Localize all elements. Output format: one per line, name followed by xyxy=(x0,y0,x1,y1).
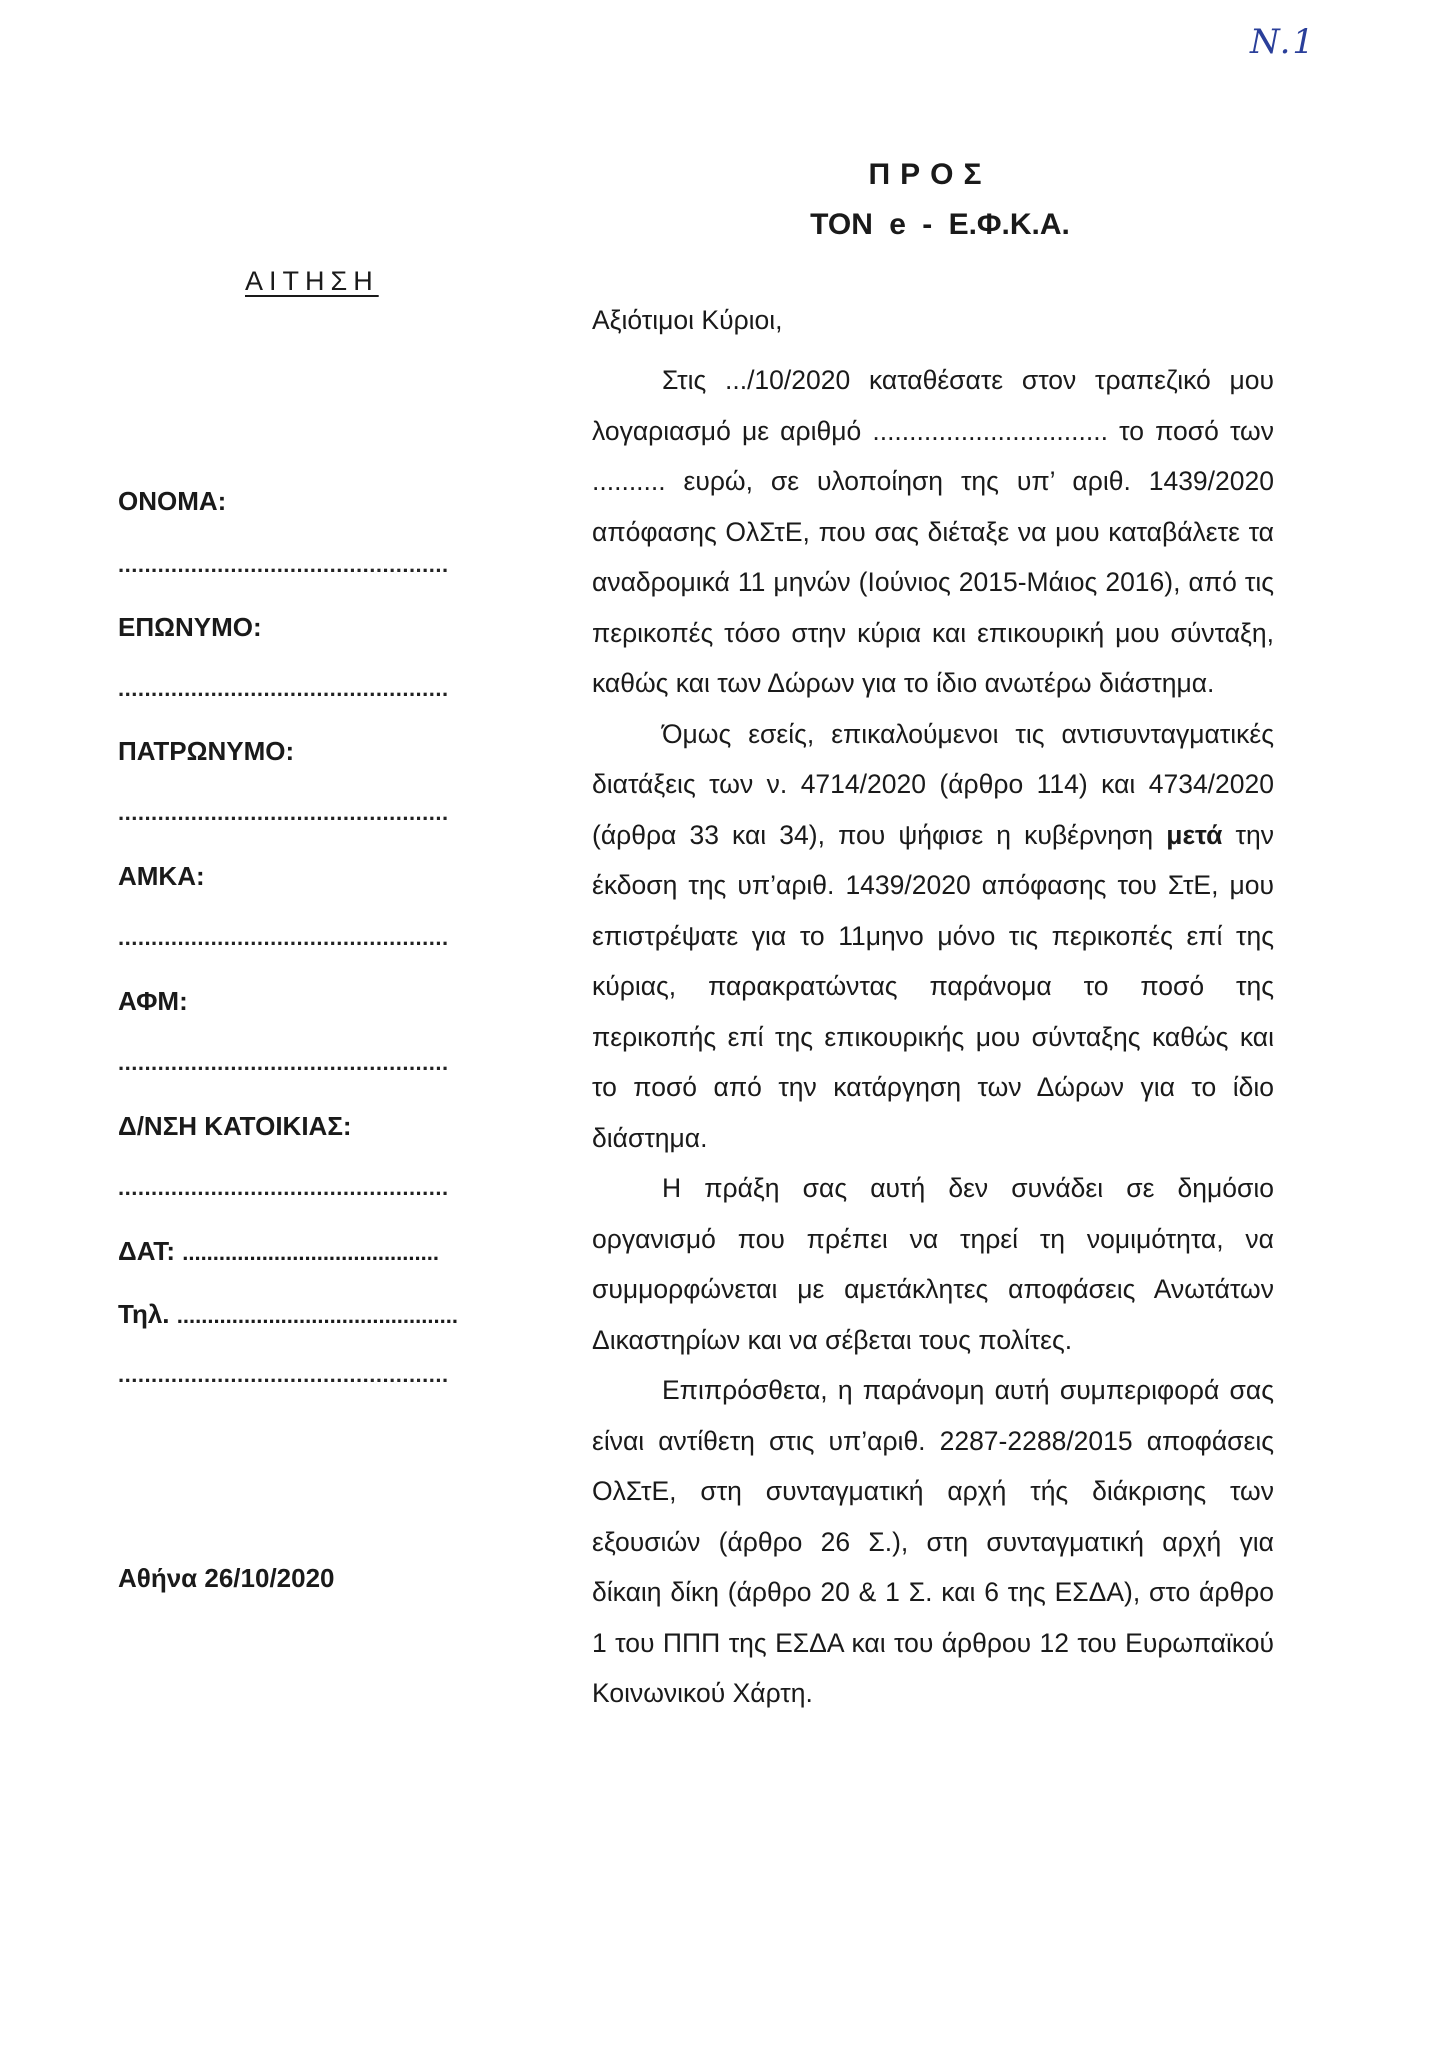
address-label: Δ/ΝΣΗ ΚΑΤΟΙΚΙΑΣ: xyxy=(118,1111,352,1141)
paragraph-1: Στις .../10/2020 καταθέσατε στον τραπεζικό μου λογαριασμό με αριθμό ................................ το ποσό των .......... ευρώ, σε υλοποίηση της υπ’ αριθ. 1439/2020 απόφασης ΟλΣτΕ, που σας διέταξε να μου καταβάλετε τα αναδρομικά 11 μηνών (Ιούνιος 2015-Μάιος 2016), από τις περικοπές τόσο στην κύρια και επικουρική μου σύνταξη, καθώς και των Δώρων για το ίδιο ανωτέρω διάστημα. xyxy=(592,365,1274,698)
tel-label: Τηλ. xyxy=(118,1299,170,1329)
surname-dots: .................................................. xyxy=(118,676,449,701)
header-pros: ΠΡΟΣ xyxy=(868,158,992,191)
afm-dots: .................................................. xyxy=(118,1050,449,1075)
amka-label: ΑΜΚΑ: xyxy=(118,861,205,891)
dat-dots: .......................................... xyxy=(182,1240,439,1265)
name-dots: .................................................. xyxy=(118,552,449,577)
document-title: ΑΙΤΗΣΗ xyxy=(245,266,379,296)
tel-dots: .............................................. xyxy=(176,1303,458,1328)
header-recipient: ΤΟΝ e - Ε.Φ.Κ.Α. xyxy=(810,208,1070,241)
father-name-label: ΠΑΤΡΩΝΥΜΟ: xyxy=(118,736,295,766)
dat-field xyxy=(118,1236,439,1267)
paragraph-2-end: την έκδοση της υπ’αριθ. 1439/2020 απόφασης του ΣτΕ, μου επιστρέψατε για το 11μηνο μόνο τις περικοπές επί της κύριας, παρακρατώντας παράνομα το ποσό της περικοπής επί της επικουρικής μου σύνταξης καθώς και το ποσό από την κατάργηση των Δώρων για το ίδιο διάστημα. xyxy=(592,819,1274,1153)
place-date: Αθήνα 26/10/2020 xyxy=(118,1563,335,1593)
surname-label: ΕΠΩΝΥΜΟ: xyxy=(118,612,262,642)
paragraph-4: Επιπρόσθετα, η παράνομη αυτή συμπεριφορά σας είναι αντίθετη στις υπ’αριθ. 2287-2288/2015 αποφάσεις ΟλΣτΕ, στη συνταγματική αρχή τής διάκρισης των εξουσιών (άρθρο 26 Σ.), στη συνταγματική αρχή για δίκαιη δίκη (άρθρο 20 & 1 Σ. και 6 της ΕΣΔΑ), στο άρθρο 1 του ΠΠΠ της ΕΣΔΑ και του άρθρου 12 του Ευρωπαϊκού Κοινωνικού Χάρτη. xyxy=(592,1375,1274,1708)
paragraph-3: Η πράξη σας αυτή δεν συνάδει σε δημόσιο οργανισμό που πρέπει να τηρεί τη νομιμότητα, να συμμορφώνεται με αμετάκλητες αποφάσεις Ανωτάτων Δικαστηρίων και να σέβεται τους πολίτες. xyxy=(592,1173,1274,1355)
name-label: ΟΝΟΜΑ: xyxy=(118,486,227,516)
handwritten-page-number: N.1 xyxy=(1250,22,1317,62)
father-name-dots: .................................................. xyxy=(118,800,449,825)
dat-label: ΔΑΤ: xyxy=(118,1236,175,1266)
amka-dots: .................................................. xyxy=(118,925,449,950)
paragraph-2 xyxy=(592,709,1274,1164)
paragraph-2-start: Όμως εσείς, επικαλούμενοι τις αντισυνταγματικές διατάξεις των ν. 4714/2020 (άρθρο 114) και 4734/2020 (άρθρα 33 και 34), που ψήφισε η κυβέρνηση xyxy=(592,718,1274,850)
afm-label: ΑΦΜ: xyxy=(118,986,188,1016)
address-dots: .................................................. xyxy=(118,1175,449,1200)
letter-body xyxy=(592,355,1274,1719)
paragraph-2-emphasis: μετά xyxy=(1166,819,1223,850)
tel-field xyxy=(118,1299,458,1330)
letter-greeting: Αξιότιμοι Κύριοι, xyxy=(592,305,783,335)
tel-dots-second-line: .................................................. xyxy=(118,1362,449,1387)
